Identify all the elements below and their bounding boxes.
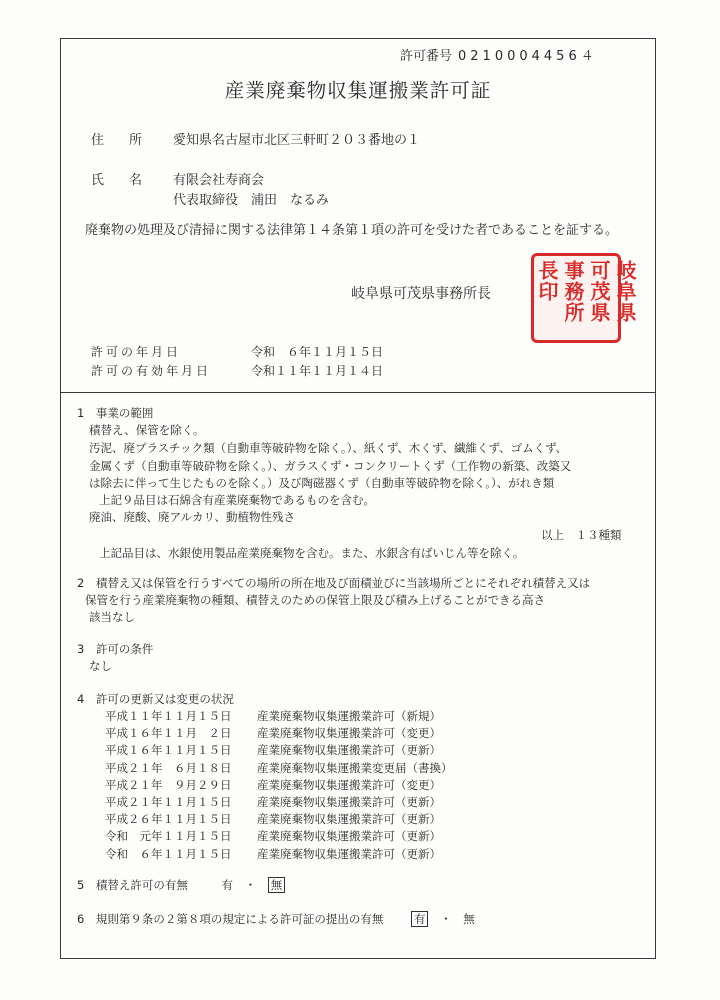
section1-line: 積替え、保管を除く。 bbox=[89, 423, 205, 437]
history-date: 平成１６年１１月 ２日 bbox=[105, 726, 232, 741]
history-description: 産業廃棄物収集運搬業許可（変更） bbox=[257, 777, 441, 792]
section2-line: 2 積替え又は保管を行うすべての場所の所在地及び面積並びに当該場所ごとにそれぞれ積替え又は bbox=[77, 576, 591, 590]
history-description: 産業廃棄物収集運搬業変更届（書換） bbox=[257, 760, 453, 775]
history-date: 令和 元年１１月１５日 bbox=[105, 829, 232, 844]
official-seal-text: 岐阜県可茂県事務所長印 bbox=[535, 260, 637, 323]
submission-row bbox=[77, 911, 475, 927]
history-date: 平成２６年１１月１５日 bbox=[105, 812, 232, 827]
permit-document bbox=[60, 38, 656, 959]
issuing-authority: 岐阜県可茂県事務所長 bbox=[351, 286, 491, 302]
history-description: 産業廃棄物収集運搬業許可（新規） bbox=[257, 709, 441, 723]
submission-label: 6 規則第９条の２第８項の規定による許可証の提出の有無 bbox=[77, 912, 384, 926]
company-name: 有限会社寿商会 bbox=[173, 173, 265, 188]
submission-separator: ・ bbox=[440, 912, 452, 926]
history-description: 産業廃棄物収集運搬業許可（更新） bbox=[257, 743, 441, 758]
history-date: 平成１６年１１月１５日 bbox=[105, 743, 232, 758]
section1-line: 金属くず（自動車等破砕物を除く。）、ガラスくず・コンクリートくず（工作物の新築、改築又 bbox=[89, 459, 572, 473]
history-date: 平成２１年１１月１５日 bbox=[105, 795, 232, 809]
representative-name: 代表取締役 浦田 なるみ bbox=[173, 193, 330, 208]
transfer-permit-label: 5 積替え許可の有無 bbox=[77, 878, 188, 892]
section1-line: は除去に伴って生じたものを除く。）及び陶磁器くず（自動車等破砕物を除く。）、がれき類 bbox=[89, 476, 555, 490]
section1-total: 以上 １３種類 bbox=[541, 528, 622, 542]
name-label: 氏 名 bbox=[91, 173, 149, 188]
history-date: 平成１１年１１月１５日 bbox=[105, 709, 232, 723]
section1-line: 汚泥、廃プラスチック類（自動車等破砕物を除く。）、紙くず、木くず、繊維くず、ゴムくず、 bbox=[89, 441, 568, 455]
history-description: 産業廃棄物収集運搬業許可（更新） bbox=[257, 846, 441, 861]
history-description: 産業廃棄物収集運搬業許可（更新） bbox=[257, 829, 441, 844]
permit-number bbox=[400, 45, 598, 64]
history-date: 平成２１年 ６月１８日 bbox=[105, 760, 232, 775]
section-divider bbox=[61, 392, 655, 393]
valid-date-label: 許可の有効年月日 bbox=[91, 364, 212, 378]
transfer-permit-yes: 有 bbox=[221, 878, 233, 892]
section1-line: 廃油、廃酸、廃アルカリ、動植物性残さ bbox=[89, 510, 295, 524]
transfer-permit-separator: ・ bbox=[244, 878, 257, 892]
certification-statement: 廃棄物の処理及び清掃に関する法律第１４条第１項の許可を受けた者であることを証する。 bbox=[85, 223, 619, 238]
transfer-permit-row bbox=[77, 877, 285, 893]
section4-heading: 4 許可の更新又は変更の状況 bbox=[77, 692, 234, 706]
address-label: 住 所 bbox=[91, 133, 149, 148]
valid-date-value: 令和１１年１１月１４日 bbox=[251, 364, 384, 378]
address-value: 愛知県名古屋市北区三軒町２０３番地の１ bbox=[173, 133, 421, 148]
history-description: 産業廃棄物収集運搬業許可（更新） bbox=[257, 795, 441, 809]
submission-no: 無 bbox=[463, 912, 475, 926]
section1-line: 上記品目は、水銀使用製品産業廃棄物を含む。また、水銀含有ばいじん等を除く。 bbox=[99, 546, 525, 560]
section3-heading: 3 許可の条件 bbox=[77, 642, 154, 656]
history-date: 平成２１年 ９月２９日 bbox=[105, 777, 232, 792]
issue-date-label: 許可の年月日 bbox=[91, 345, 182, 359]
issue-date-value: 令和 ６年１１月１５日 bbox=[251, 345, 384, 359]
history-description: 産業廃棄物収集運搬業許可（変更） bbox=[257, 726, 441, 741]
history-description: 産業廃棄物収集運搬業許可（更新） bbox=[257, 812, 441, 827]
section1-heading: 1 事業の範囲 bbox=[77, 406, 154, 420]
official-seal bbox=[531, 253, 637, 343]
document-title: 産業廃棄物収集運搬業許可証 bbox=[224, 79, 492, 102]
submission-yes: 有 bbox=[411, 911, 429, 927]
section1-line: 上記９品目は石綿含有産業廃棄物であるものを含む。 bbox=[99, 493, 375, 507]
section2-line: 保管を行う産業廃棄物の種類、積替えのための保管上限及び積み上げることができる高さ bbox=[85, 593, 545, 607]
permit-number-label: 許可番号 bbox=[400, 49, 453, 64]
history-date: 令和 ６年１１月１５日 bbox=[105, 846, 232, 861]
section2-line: 該当なし bbox=[89, 610, 135, 624]
section3-body: なし bbox=[89, 659, 112, 673]
transfer-permit-no: 無 bbox=[268, 877, 286, 893]
permit-number-value: 0210004456４ bbox=[458, 49, 598, 64]
permit-header-block bbox=[61, 39, 655, 392]
